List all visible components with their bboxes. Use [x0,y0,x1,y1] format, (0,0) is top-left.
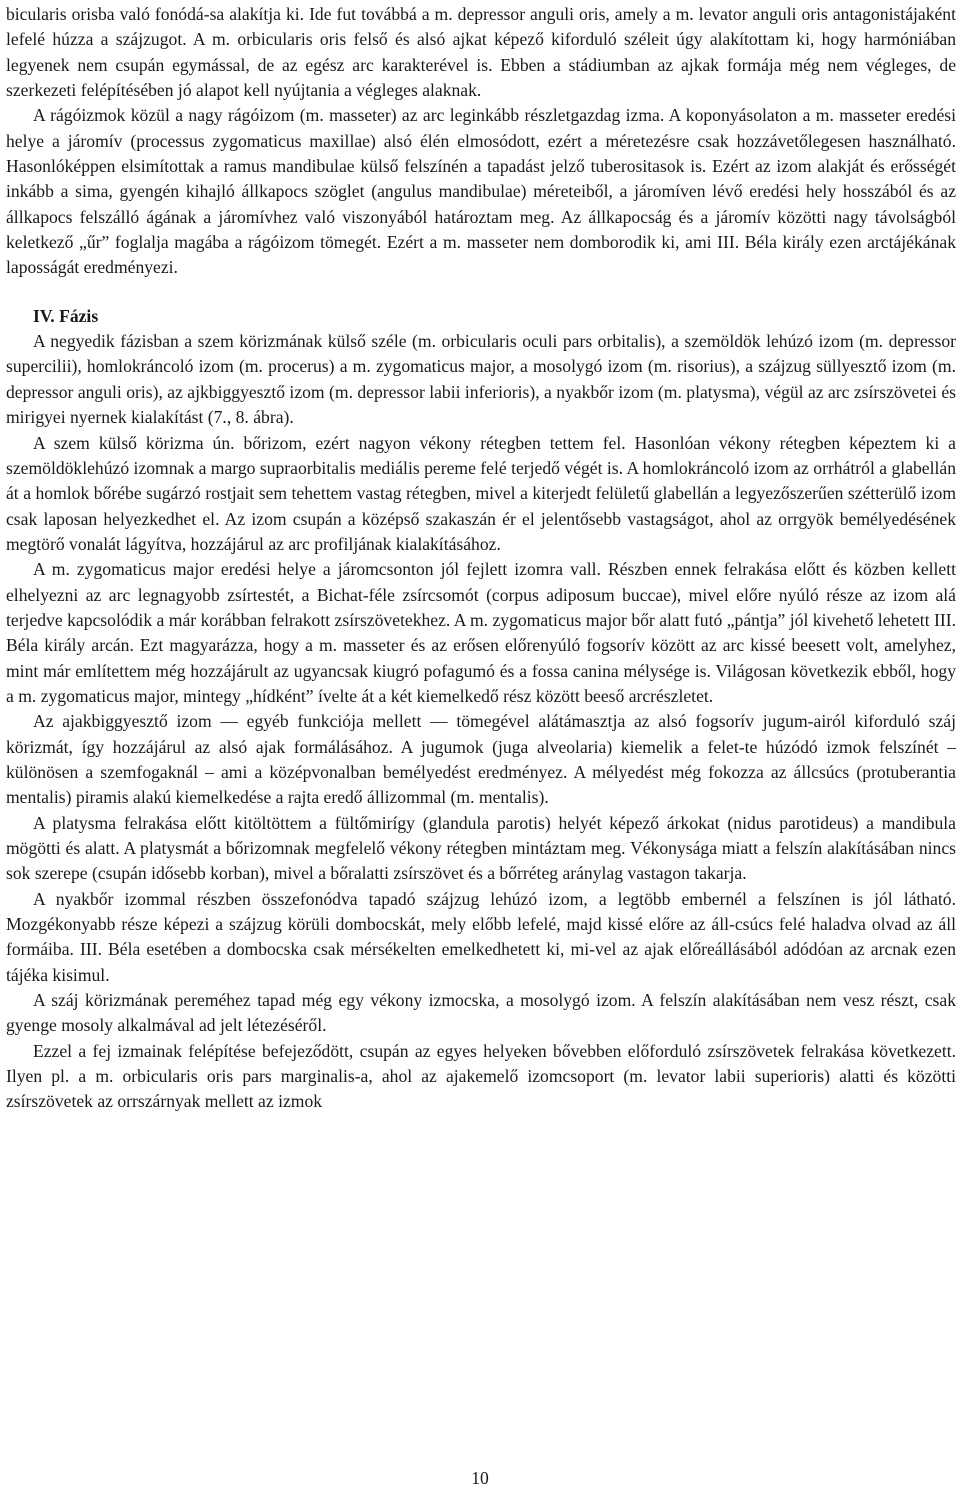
body-paragraph: A nyakbőr izommal részben összefonódva tapadó szájzug lehúzó izom, a legtöbb embernél a felszínen is jól látható. Mozgékonyabb része képezi a szájzug körüli dombocskát, mely előbb lefelé, majd kissé előre az áll-csúcs felé haladva olvad az áll formáiba. III. Béla esetében a dombocska csak mérsékelten emelkedhetett ki, mi-vel az ajak előreállásából adódóan az arcnak ezen tájéka kisimul. [6,888,956,985]
body-paragraph: A platysma felrakása előtt kitöltöttem a fültőmirígy (glandula parotis) helyét képező árkokat (nidus parotideus) a mandibula mögötti és alatt. A platysmát a bőrizomnak megfelelő vékony rétegben mintáztam meg. Vékonysága miatt a felszín alakításában nincs sok szerepe (csupán idősebb korban), mivel a bőralatti zsírszövet és a bőrréteg aránylag vastagon takarja. [6,812,956,884]
body-paragraph: Ezzel a fej izmainak felépítése befejeződött, csupán az egyes helyeken bővebben előforduló zsírszövetek felrakása következett. Ilyen pl. a m. orbicularis oris pars marginalis-a, ahol az ajakemelő izomcsoport (m. levator labii superioris) alatti és közötti zsírszövetek az orrszárnyak mellett az izmok [6,1040,956,1112]
body-paragraph: A m. zygomaticus major eredési helye a járomcsonton jól fejlett izomra vall. Részben ennek felrakása előtt és közben kellett elhelyezni az arc legnagyobb zsírtestét, a Bichat-féle zsírcsomót (corpus adiposum buccae), mivel előre nyúló része az izom alá terjedve kapcsolódik a már korábban felrakott zsírszövetekhez. A m. zygomaticus major bőr alatt futó „pántja” jól kivehető lehetett III. Béla király arcán. Ezt magyarázza, hogy a m. masseter és az erősen előrenyúló fogsorív között az arc kissé beesett volt, amelyhez, mint már említettem még hozzájárult az ugyancsak kiugró pofagumó és a fossa canina mélysége is. Világosan következik ebből, hogy a m. zygomaticus major, mintegy „hídként” ívelte át a két kiemelkedő rész között beeső arcrészletet. [6,559,956,706]
body-paragraph: bicularis orisba való fonódá-sa alakítja ki. Ide fut továbbá a m. depressor anguli oris, amely a m. levator anguli oris antagonistájaként lefelé húzza a szájzugot. A m. orbicularis oris felső és alsó ajkat képező kiforduló széleit úgy alakítottam ki, hogy harmóniában legyenek nem csupán egymással, de az egész arc karakterével is. Ebben a stádiumban az ajkak formája még nem végleges, de szerkezeti felépítésében jó alapot kell nyújtania a végleges alaknak. [6,4,956,101]
page-number: 10 [471,1468,489,1488]
section-heading: IV. Fázis [33,305,99,326]
document-page [6,2,956,1115]
body-paragraph: A rágóizmok közül a nagy rágóizom (m. masseter) az arc leginkább részletgazdag izma. A koponyásolaton a m. masseter eredési helye a járomív (processus zygomaticus maxillae) alsó élén elmosódott, ezért a méretezésre csak hozzávetőlegesen használható. Hasonlóképpen elsimítottak a ramus mandibulae külső felszínén a tapadást jelző tuberositasok is. Ezért az izom alakját és erősségét inkább a sima, gyengén kihajló állkapocs szöglet (angulus mandibulae) méreteiből, a járomíven lévő eredési hely hosszából és az állkapocs felszálló ágának a járomívhez való viszonyából határoztam meg. Az állkapocság és a járomív közötti nagy távolságból keletkező „űr” foglalja magába a rágóizom tömegét. Ezért a m. masseter nem domborodik ki, ami III. Béla király ezen arctájékának laposságát eredményezi. [6,105,956,278]
body-paragraph: A száj körizmának pereméhez tapad még egy vékony izmocska, a mosolygó izom. A felszín alakításában nem vesz részt, csak gyenge mosoly alkalmával ad jelt létezéséről. [6,990,956,1036]
body-paragraph: Az ajakbiggyesztő izom — egyéb funkciója mellett — tömegével alátámasztja az alsó fogsorív jugum-airól kiforduló száj körizmát, így hozzájárul az alsó ajak formálásához. A jugumok (juga alveolaria) kiemelik a felet-te húzódó izmok felszínét – különösen a szemfogaknál – ami a középvonalban bemélyedést eredményez. A mélyedést még fokozza az állcsúcs (protuberantia mentalis) piramis alakú kiemelkedése a rajta eredő állizommal (m. mentalis). [6,711,956,808]
body-paragraph: A szem külső körizma ún. bőrizom, ezért nagyon vékony rétegben tettem fel. Hasonlóan vékony rétegben képeztem ki a szemöldöklehúzó izomnak a margo supraorbitalis mediális pereme felé terjedő végét is. A homlokráncoló izom az orrhátról a glabellán át a homlok bőrébe sugárzó rostjait sem tehettem vastag rétegben, mivel a kiterjedt felületű glabellán a legyezőszerűen szétterülő izom csak laposan helyezkedhet el. Az izom csupán a középső szakaszán ér el jelentősebb vastagságot, ahol az orrgyök bemélyedésének megtörő vonalát lágyítva, hozzájárul az arc profiljának kialakításához. [6,432,956,554]
body-paragraph: A negyedik fázisban a szem körizmának külső széle (m. orbicularis oculi pars orbitalis), a szemöldök lehúzó izom (m. depressor supercilii), homlokráncoló izom (m. procerus) a m. zygomaticus major, a mosolygó izom (m. risorius), a szájzug süllyesztő izom (m. depressor anguli oris), az ajkbiggyesztő izom (m. depressor labii inferioris), a nyakbőr izom (m. platysma), végül az arc zsírszövetei és mirigyei nyernek kialakítást (7., 8. ábra). [6,331,956,428]
